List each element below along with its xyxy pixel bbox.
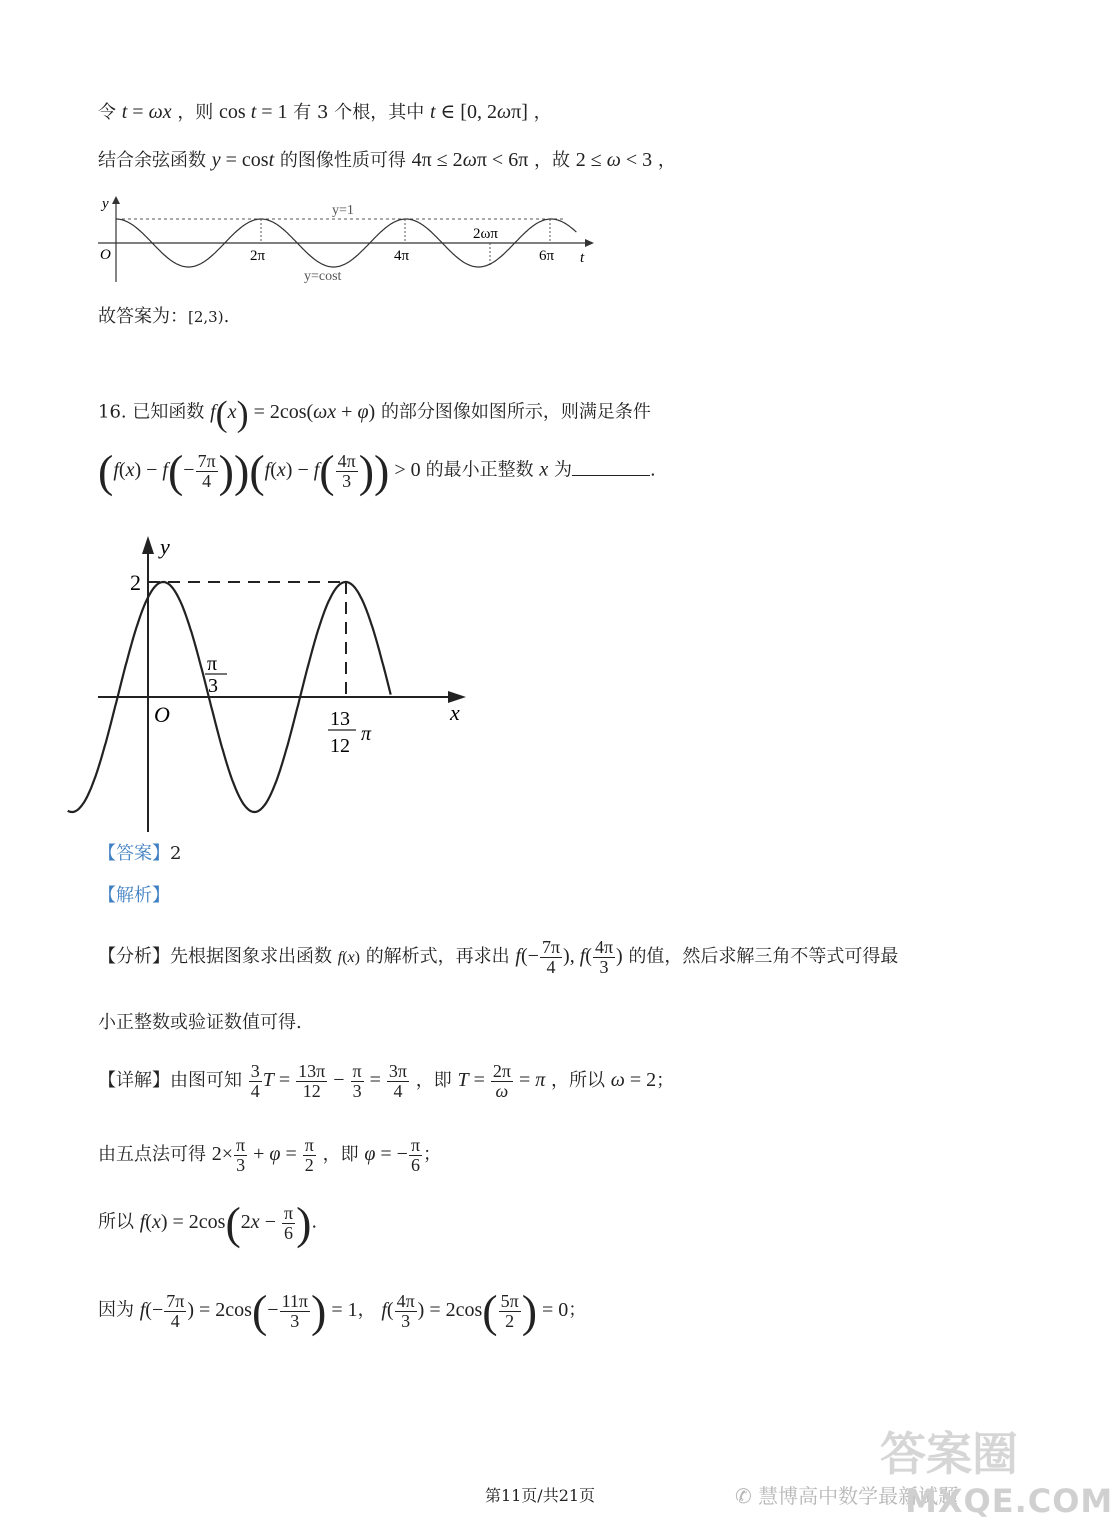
math-condition-inequality: (f(x) − f(− $\frac{7\pi}{4}$ ))(f(x) − f( $\frac{4\pi}{3}$ )) > 0 bbox=[98, 445, 426, 496]
fenxi-line-1: 【分析】先根据图象求出函数 f(x) 的解析式，再求出 f(− $\frac{7\pi}{4}$ ), f( $\frac{4\pi}{3}$ ) 的值，然后求解三角不等式可得最 bbox=[98, 937, 899, 977]
problem-number: 16. bbox=[98, 401, 127, 423]
page-footer: 第11页/共21页 bbox=[484, 1486, 596, 1505]
fenxi-line-2: 小正整数或验证数值可得. bbox=[98, 1012, 302, 1033]
math-f-definition: f(x) = 2cos(ωx + φ) bbox=[210, 393, 376, 433]
y-axis-arrow bbox=[112, 196, 120, 204]
y-axis-label: y bbox=[102, 196, 109, 212]
math-f-4pi3: f( $\frac{4\pi}{3}$ ) = 2cos( $\frac{5\pi}{2}$ ) = 0 bbox=[381, 1285, 569, 1336]
origin-label: O bbox=[100, 247, 111, 263]
math-omega-range: 2 ≤ ω < 3 bbox=[575, 149, 653, 171]
math-y-eq-cos-t: y = cost bbox=[211, 149, 275, 171]
analysis-tag: 【解析】 bbox=[98, 885, 170, 906]
because-line: 因为 f(− $\frac{7\pi}{4}$ ) = 2cos(− $\frac{11\pi}{3}$ ) = 1， f( $\frac{4\pi}{3}$ ) = 2cos( $\frac{5\pi}{2}$ ) = 0； bbox=[98, 1285, 587, 1336]
math-f-neg-7pi4: f(− $\frac{7\pi}{4}$ ) = 2cos(− $\frac{11\pi}{3}$ ) = 1 bbox=[139, 1285, 358, 1336]
math-cos-t-eq-1: cos t = 1 bbox=[219, 101, 288, 123]
math-t-eq-wx: t = ωx bbox=[121, 101, 172, 123]
t-axis-arrow bbox=[585, 239, 594, 247]
analysis-tag-line bbox=[98, 885, 170, 907]
root-label-num: π bbox=[207, 653, 218, 675]
tick-4pi: 4π bbox=[394, 248, 410, 264]
watermark-text: ✆ 慧博高中数学最新试题 bbox=[735, 1484, 959, 1508]
problem-16-condition: (f(x) − f(− $\frac{7\pi}{4}$ ))(f(x) − f( $\frac{4\pi}{3}$ )) > 0 的最小正整数 x 为 . bbox=[98, 445, 656, 496]
y-axis-label: y bbox=[160, 534, 170, 559]
math-t-interval: t ∈ [0, 2ωπ] bbox=[429, 101, 528, 123]
five-point-line: 由五点法可得 2× $\frac{\pi}{3}$ + φ = $\frac{\pi}{2}$ ，即 φ = − $\frac{\pi}{6}$ ； bbox=[98, 1135, 442, 1175]
math-omega-eq: ω = 2 bbox=[610, 1068, 657, 1091]
y1-label: y=1 bbox=[332, 203, 354, 218]
root-label-den: 3 bbox=[208, 675, 218, 697]
answer-blank bbox=[572, 455, 650, 476]
math-f-values: f(− $\frac{7\pi}{4}$ ), f( $\frac{4\pi}{3}$ ) bbox=[515, 937, 623, 977]
math-period-eq: $\frac{3}{4}$ T = $\frac{13\pi}{12}$ − $\frac{\pi}{3}$ = $\frac{3\pi}{4}$ bbox=[250, 1061, 407, 1101]
max-label: 2 bbox=[130, 570, 141, 595]
math-inequality-4pi: 4π ≤ 2ωπ < 6π bbox=[411, 149, 529, 171]
peak-label-pi: π bbox=[361, 723, 372, 745]
t-axis-label: t bbox=[580, 250, 585, 266]
tick-2pi: 2π bbox=[250, 248, 266, 264]
solution-line-1: 令 t = ωx ，则 cos t = 1 有 3 个根，其中 t ∈ [0, 2ωπ] ， bbox=[98, 101, 552, 123]
math-phi-eq: φ = − $\frac{\pi}{6}$ bbox=[364, 1135, 421, 1175]
solution-line-2: 结合余弦函数 y = cost 的图像性质可得 4π ≤ 2ωπ < 6π ，故 2 ≤ ω < 3 ， bbox=[98, 149, 676, 171]
cos-t-graph bbox=[90, 190, 610, 290]
answer-tag: 【答案】 bbox=[98, 843, 170, 864]
math-f-result: f(x) = 2cos(2x − $\frac{\pi}{6}$ ) bbox=[139, 1197, 312, 1248]
math-five-point-eq: 2× $\frac{\pi}{3}$ + φ = $\frac{\pi}{2}$ bbox=[211, 1135, 314, 1175]
origin-label: O bbox=[154, 702, 170, 727]
wechat-icon: ✆ bbox=[735, 1484, 752, 1508]
tick-6pi: 6π bbox=[539, 248, 555, 264]
problem-16-stem: 16. 已知函数 f(x) = 2cos(ωx + φ) 的部分图像如图所示，则满足条件 bbox=[98, 393, 651, 433]
watermark-brand: 答案圈 bbox=[880, 1427, 1018, 1481]
peak-label-num: 13 bbox=[330, 708, 350, 730]
peak-label-den: 12 bbox=[330, 735, 350, 757]
x-axis-label: x bbox=[450, 700, 460, 725]
cos-label: y=cost bbox=[304, 269, 342, 284]
answer-line bbox=[98, 843, 181, 865]
math-T-eq: T = $\frac{2\pi}{\omega}$ = π bbox=[457, 1061, 546, 1101]
so-line: 所以 f(x) = 2cos(2x − $\frac{\pi}{6}$ ). bbox=[98, 1197, 318, 1248]
f-graph bbox=[90, 530, 480, 835]
tick-2wpi: 2ωπ bbox=[473, 226, 498, 242]
watermark-domain: MXQE.COM bbox=[905, 1482, 1113, 1520]
answer-value: 2 bbox=[170, 843, 182, 864]
xiangjie-line: 【详解】由图可知 $\frac{3}{4}$ T = $\frac{13\pi}{12}$ − $\frac{\pi}{3}$ = $\frac{3\pi}{4}$ ，即 T = $\frac{2\pi}{\omega}$ = π ，所以 ω = 2； bbox=[98, 1061, 675, 1101]
y-axis-arrow bbox=[142, 536, 154, 554]
answer-line-15: 故答案为：[2,3). bbox=[98, 306, 230, 327]
